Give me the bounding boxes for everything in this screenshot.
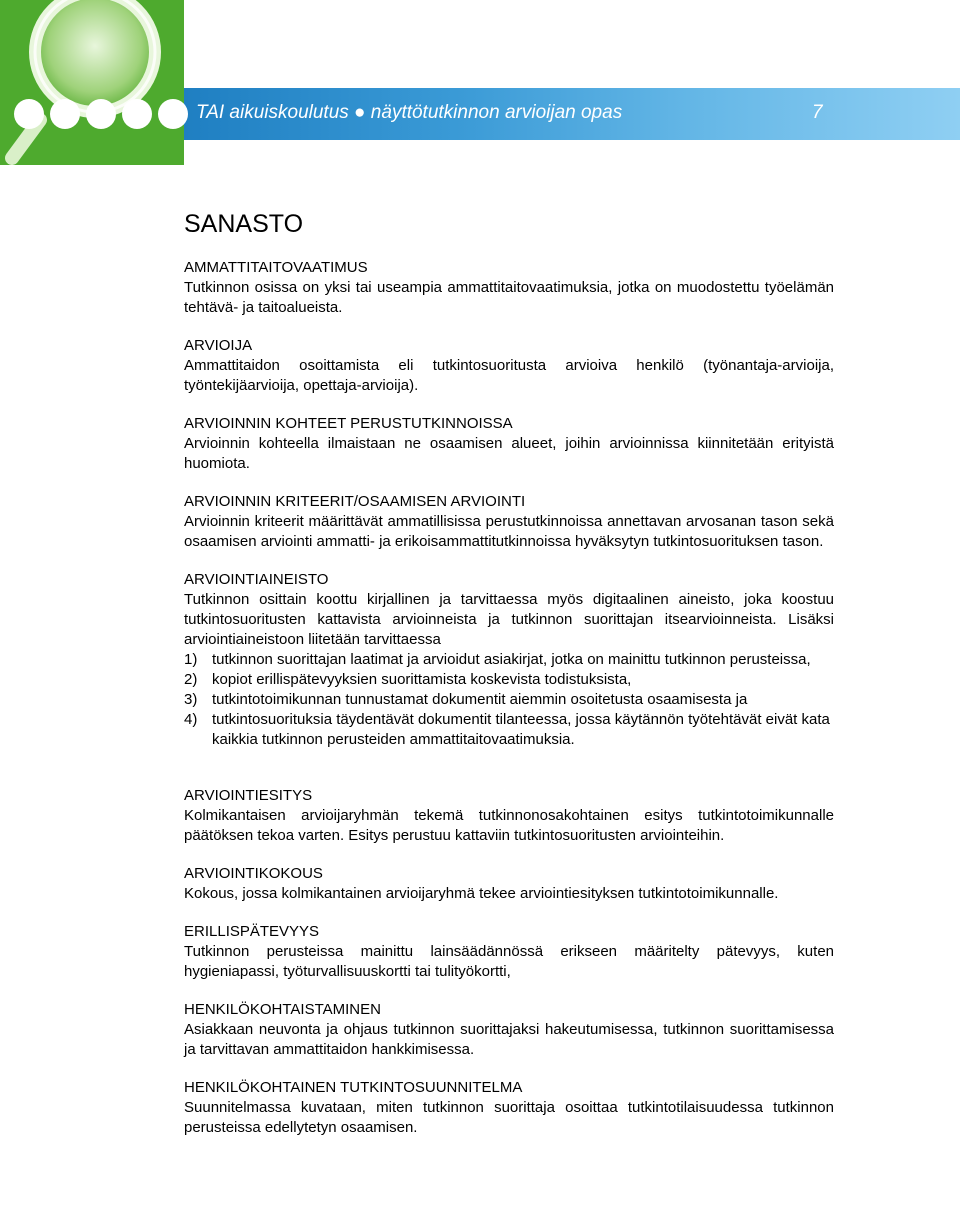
numbered-list [184,650,834,750]
glossary-definition: Asiakkaan neuvonta ja ohjaus tutkinnon suorittajaksi hakeutumisessa, tutkinnon suorittamisessa ja tarvittavan ammattitaidon hankkimisessa. [184,1021,834,1058]
glossary-entry [184,414,834,474]
list-number: 2) [184,671,198,688]
glossary-definition: Arvioinnin kohteella ilmaistaan ne osaamisen alueet, joihin arvioinnissa kiinnitetään erityistä huomiota. [184,435,834,472]
list-text: tutkintosuorituksia täydentävät dokumentit tilanteessa, jossa käytännön työtehtävät eivät kata kaikkia tutkinnon perusteiden ammattitaitovaatimuksia. [212,711,830,748]
dot-icon [158,99,188,129]
list-item [184,670,834,690]
list-item [184,650,834,670]
dot-icon [122,99,152,129]
page-title: SANASTO [184,210,304,238]
glossary-entry [184,786,834,846]
list-text: tutkinnon suorittajan laatimat ja arvioidut asiakirjat, jotka on mainittu tutkinnon perusteissa, [212,651,811,668]
glossary-definition: Kokous, jossa kolmikantainen arvioijaryhmä tekee arviointiesityksen tutkintotoimikunnalle. [184,885,779,902]
glossary-definition: Ammattitaidon osoittamista eli tutkintosuoritusta arvioiva henkilö (työnantaja-arvioija, työntekijäarvioija, opettaja-arvioija). [184,357,834,394]
glossary-entry [184,492,834,552]
page-header [0,0,960,165]
glossary-definition: Arvioinnin kriteerit määrittävät ammatillisissa perustutkinnoissa annettavan arvosanan tason sekä osaamisen arviointi ammatti- ja erikoisammattitutkinnoissa hyväksytyn tutkintosuorituksen tason. [184,513,834,550]
dot-icon [86,99,116,129]
glossary-term: ARVIOINTIESITYS [184,787,313,804]
glossary-term: ARVIOIJA [184,337,253,354]
glossary-entry [184,1078,834,1138]
list-text: kopiot erillispätevyyksien suorittamista koskevista todistuksista, [212,671,632,688]
glossary-entry [184,258,834,318]
glossary-term: ERILLISPÄTEVYYS [184,923,320,940]
glossary-term: HENKILÖKOHTAISTAMINEN [184,1001,381,1018]
dot-icon [50,99,80,129]
glossary-term: AMMATTITAITOVAATIMUS [184,259,368,276]
document-body [184,210,834,1156]
list-item [184,710,834,750]
glossary-entry [184,864,834,904]
magnifier-icon [0,0,184,165]
list-number: 1) [184,651,198,668]
list-text: tutkintotoimikunnan tunnustamat dokumentit aiemmin osoitetusta osaamisesta ja [212,691,748,708]
page-number: 7 [812,102,823,123]
glossary-definition: Suunnitelmassa kuvataan, miten tutkinnon suorittaja osoittaa tutkintotilaisuudessa tutkinnon perusteissa edellytetyn osaamisen. [184,1099,834,1136]
glossary-term: ARVIOINTIKOKOUS [184,865,323,882]
glossary-term: ARVIOINNIN KRITEERIT/OSAAMISEN ARVIOINTI [184,493,526,510]
glossary-term: HENKILÖKOHTAINEN TUTKINTOSUUNNITELMA [184,1079,523,1096]
glossary-entry [184,1000,834,1060]
glossary-term: ARVIOINTIAINEISTO [184,571,329,588]
glossary-entry [184,922,834,982]
dot-icon [14,99,44,129]
glossary-term: ARVIOINNIN KOHTEET PERUSTUTKINNOISSA [184,415,513,432]
glossary-definition: Kolmikantaisen arvioijaryhmän tekemä tutkinnonosakohtainen esitys tutkintotoimikunnalle päätöksen tekoa varten. Esitys perustuu kattaviin tutkintosuoritusten arviointeihin. [184,807,834,844]
list-number: 4) [184,711,198,728]
glossary-definition: Tutkinnon osittain koottu kirjallinen ja tarvittaessa myös digitaalinen aineisto, joka koostuu tutkintosuoritusten kattavista arvioinneista ja tutkinnon suorittajan itsearvioinneista. Lisäksi arviointiaineistoon liitetään tarvittaessa [184,591,834,648]
glossary-definition: Tutkinnon perusteissa mainittu lainsäädännössä erikseen määritelty pätevyys, kuten hygieniapassi, työturvallisuuskortti tai tulityökortti, [184,943,834,980]
list-number: 3) [184,691,198,708]
header-title: TAI aikuiskoulutus ● näyttötutkinnon arvioijan opas [196,102,623,123]
glossary-entry [184,336,834,396]
glossary-definition: Tutkinnon osissa on yksi tai useampia ammattitaitovaatimuksia, jotka on muodostettu työelämän tehtävä- ja taitoalueista. [184,279,834,316]
glossary-entry [184,570,834,750]
list-item [184,690,834,710]
